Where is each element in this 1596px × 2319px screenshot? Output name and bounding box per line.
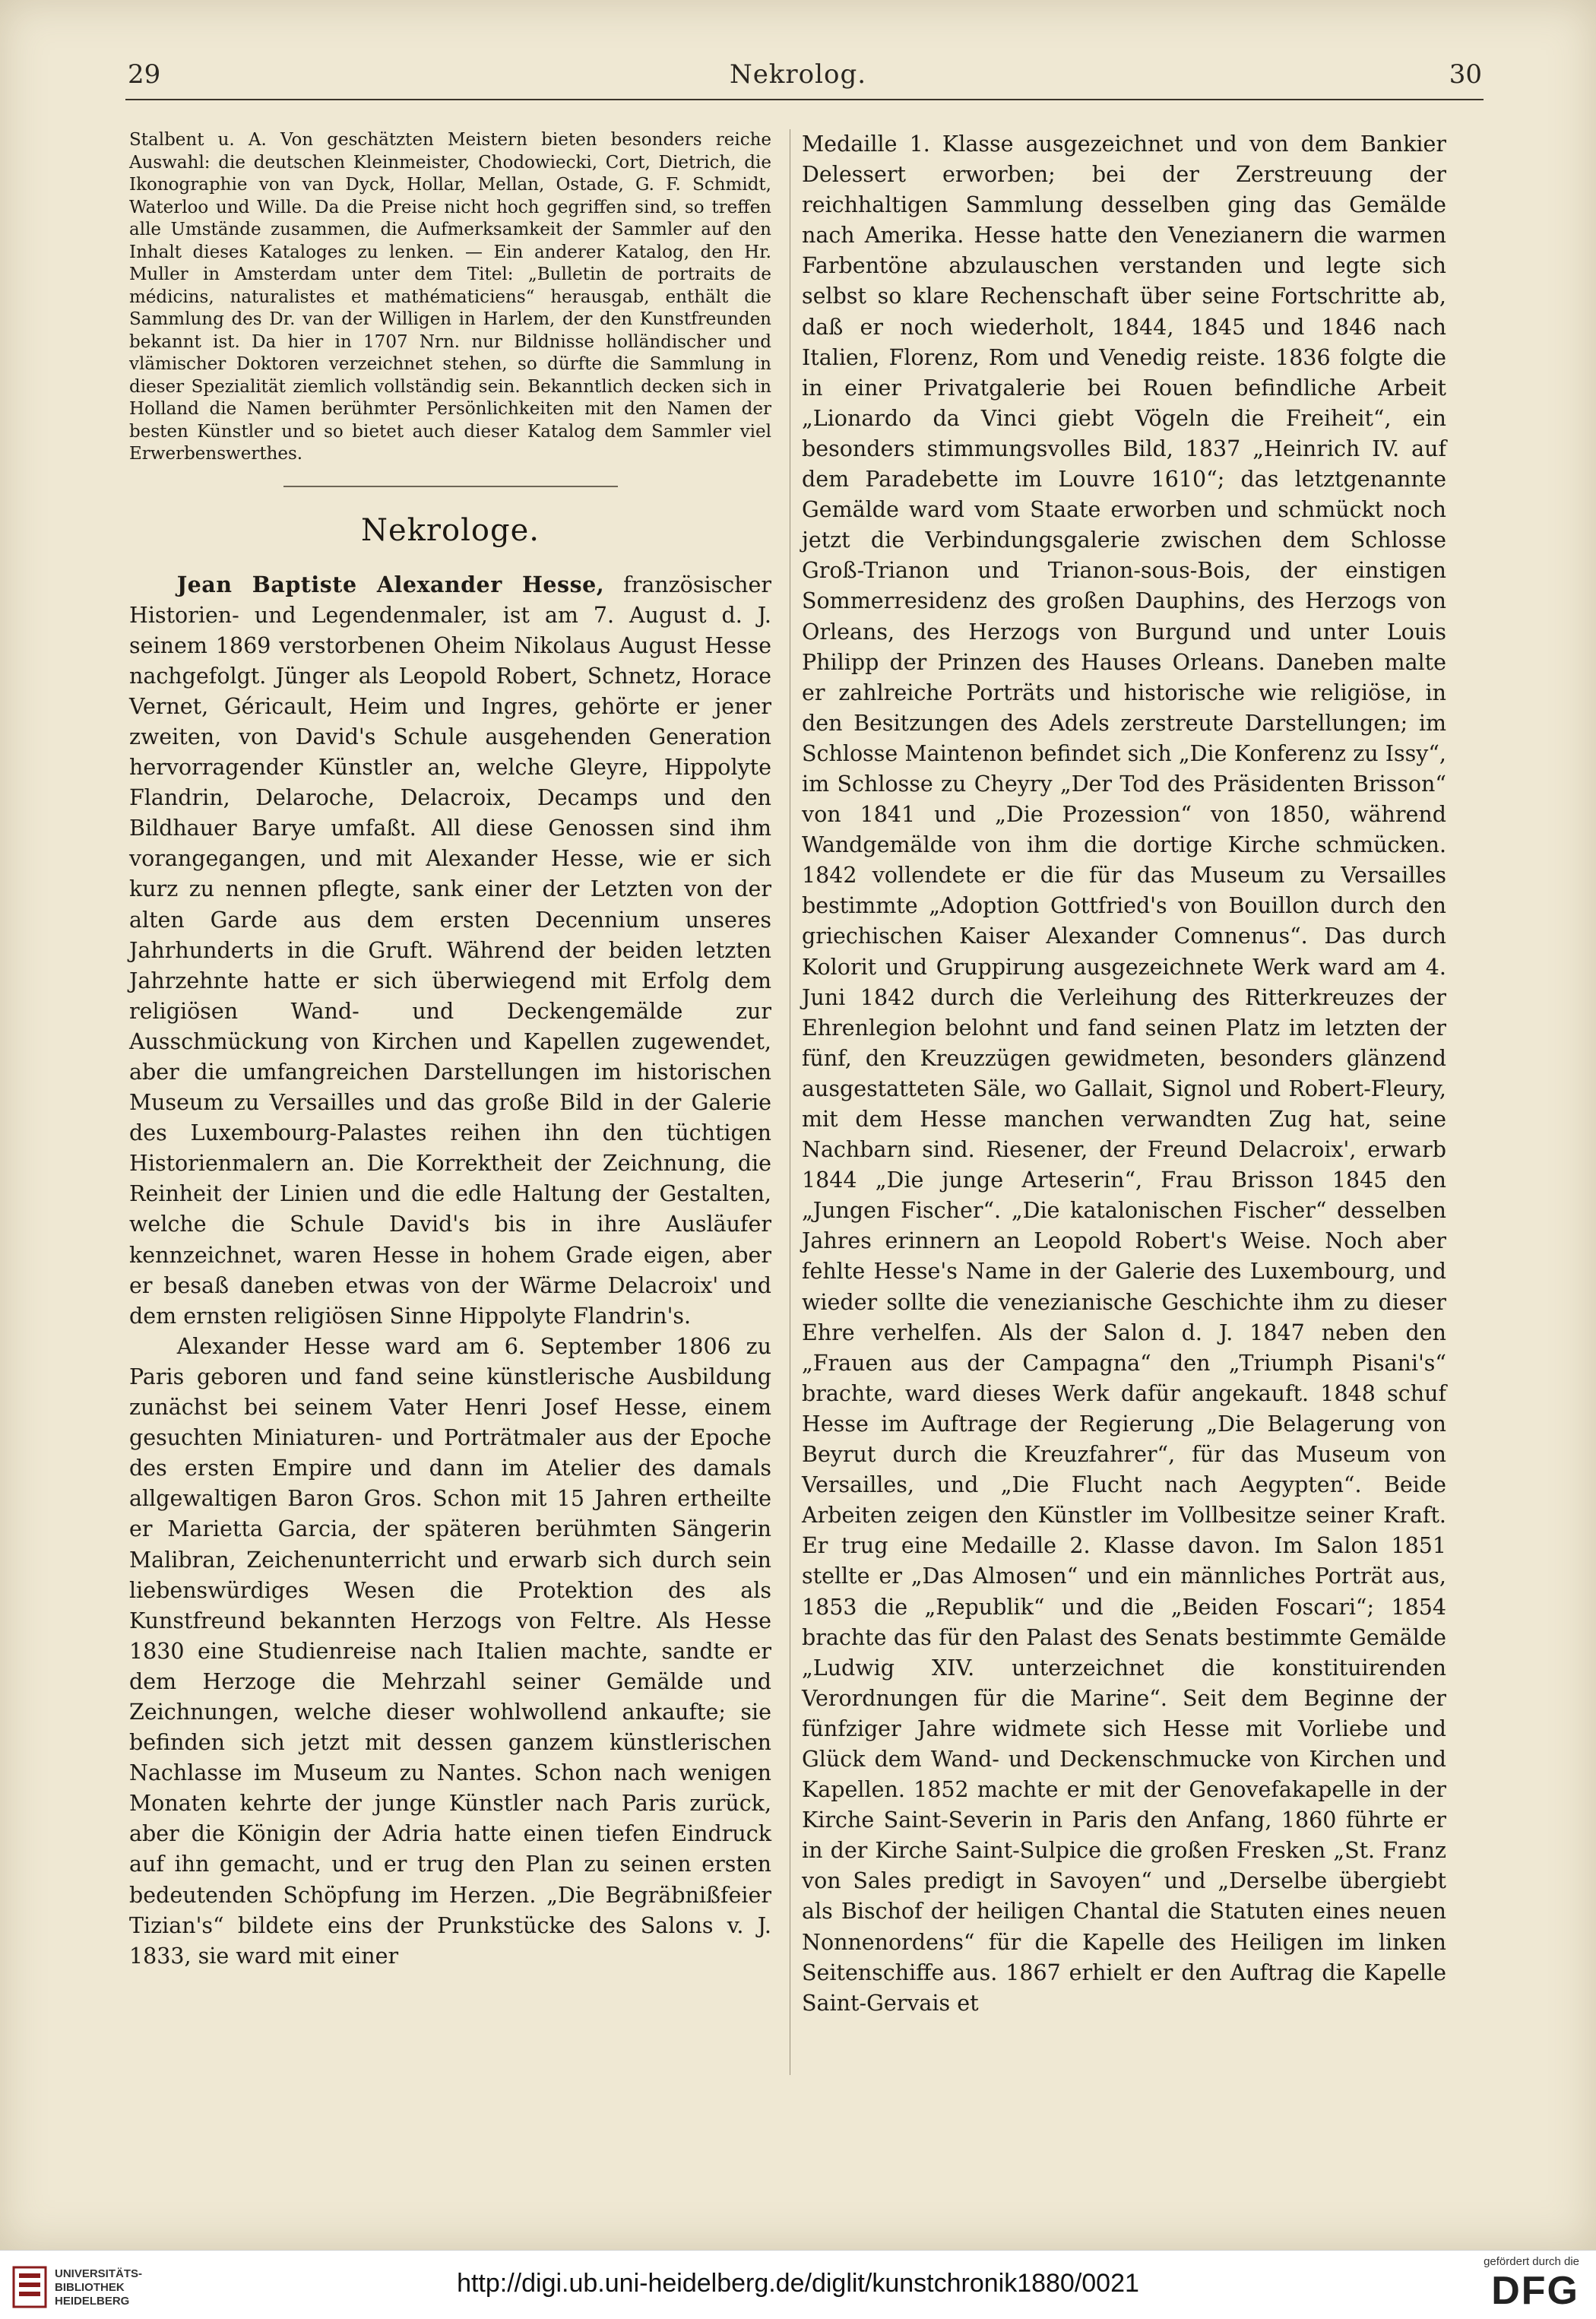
dfg-logo[interactable] xyxy=(1427,2255,1579,2316)
library-name-line-1: UNIVERSITÄTS- xyxy=(55,2267,143,2280)
obituary-paragraph-1 xyxy=(129,569,771,1332)
header-rule xyxy=(125,99,1484,100)
obituary-body xyxy=(129,569,771,1972)
library-name-line-2: BIBLIOTHEK xyxy=(55,2281,125,2294)
obituary-paragraph-2: Alexander Hesse ward am 6. September 1806 zu Paris geboren und fand seine künstlerische Ausbildung zunächst bei seinem Vater Henri Josef Hesse, einem gesuchten Miniaturen- und Porträtmaler aus der Epoche des ersten Empire und dann im Atelier des damals allgewaltigen Baron Gros. Schon mit 15 Jahren ertheilte er Marietta Garcia, der späteren berühmten Sängerin Malibran, Zeichenunterricht und erwarb sich durch sein liebenswürdiges Wesen die Protektion des als Kunstfreund bekannten Herzogs von Feltre. Als Hesse 1830 eine Studienreise nach Italien machte, sandte er dem Herzoge die Mehrzahl seiner Gemälde und Zeichnungen, welche dieser wohlwollend ankaufte; sie befinden sich jetzt mit dessen ganzem künstlerischen Nachlasse im Museum zu Nantes. Schon nach wenigen Monaten kehrte der junge Künstler nach Paris zurück, aber die Königin der Adria hatte einen tiefen Eindruck auf ihn gemacht, und er trug den Plan zu seinen ersten bedeutenden Schöpfung im Herzen. „Die Begräbnißfeier Tizian's“ bildete eins der Prunkstücke des Salons v. J. 1833, sie ward mit einer xyxy=(129,1333,771,1969)
obituary-name: Jean Baptiste Alexander Hesse, xyxy=(176,571,605,597)
obituary-text-1: französischer Historien- und Legendenmaler, ist am 7. August d. J. seinem 1869 verstorbenen Oheim Nikolaus August Hesse nachgefolgt. Jünger als Leopold Robert, Schnetz, Horace Vernet, Géricault, Heim und Ingres, gehörte er jener zweiten, von David's Schule ausgehenden Generation hervorragender Künstler an, welche Gleyre, Hippolyte Flandrin, Delaroche, Delacroix, Decamps und den Bildhauer Barye umfaßt. All diese Genossen sind ihm vorangegangen, und mit Alexander Hesse, wie er sich kurz zu nennen pflegte, sank einer der Letzten von der alten Garde aus dem ersten Decennium unseres Jahrhunderts in die Gruft. Während der beiden letzten Jahrzehnte hatte er sich überwiegend mit Erfolg dem religiösen Wand- und Deckengemälde zur Ausschmückung von Kirchen und Kapellen zugewendet, aber die umfangreichen Darstellungen im historischen Museum zu Versailles und das große Bild in der Galerie des Luxembourg-Palastes reihen ihn den tüchtigen Historienmalern an. Die Korrektheit der Zeichnung, die Reinheit der Linien und die edle Haltung der Gestalten, welche die Schule David's bis in ihre Ausläufer kennzeichnet, waren Hesse in hohem Grade eigen, aber er besaß daneben etwas von der Wärme Delacroix' und dem ernsten religiösen Sinne Hippolyte Flandrin's. xyxy=(129,572,772,1329)
library-name-line-3: HEIDELBERG xyxy=(55,2295,130,2308)
dfg-wordmark: DFG xyxy=(1491,2269,1579,2313)
section-heading: Nekrologe. xyxy=(361,512,540,548)
section-separator xyxy=(283,486,618,487)
left-column xyxy=(129,129,771,1972)
permalink-url[interactable]: http://digi.ub.uni-heidelberg.de/diglit/kunstchronik1880/0021 xyxy=(457,2269,1139,2298)
funding-caption: gefördert durch die xyxy=(1484,2255,1579,2268)
page-number-right: 30 xyxy=(1449,59,1482,90)
viewer-footer xyxy=(0,2250,1596,2319)
page-number-left: 29 xyxy=(128,59,161,90)
obituary-continuation: Medaille 1. Klasse ausgezeichnet und von dem Bankier Delessert erworben; bei der Zerstreuung der reichhaltigen Sammlung desselben ging das Gemälde nach Amerika. Hesse hatte den Venezianern die warmen Farbentöne abzulauschen verstanden und legte sich selbst so klare Rechenschaft über seine Fortschritte ab, daß er noch wiederholt, 1844, 1845 und 1846 nach Italien, Florenz, Rom und Venedig reiste. 1836 folgte die in einer Privatgalerie bei Rouen befindliche Arbeit „Lionardo da Vinci giebt Vögeln die Freiheit“, ein besonders stimmungsvolles Bild, 1837 „Heinrich IV. auf dem Paradebette im Louvre 1610“; das letztgenannte Gemälde ward vom Staate erworben und schmückt noch jetzt die Verbindungsgalerie zwischen dem Schlosse Groß-Trianon und Trianon-sous-Bois, der einstigen Sommerresidenz des großen Dauphins, des Herzogs von Orleans, des Herzogs von Burgund und unter Louis Philipp der Prinzen des Hauses Orleans. Daneben malte er zahlreiche Porträts und historische wie religiöse, in den Besitzungen des Adels zerstreute Darstellungen; im Schlosse Maintenon befindet sich „Die Konferenz zu Issy“, im Schlosse zu Cheyry „Der Tod des Präsidenten Brisson“ von 1841 und „Die Prozession“ von 1850, während Wandgemälde von ihm die dortige Kirche schmücken. 1842 vollendete er die für das Museum zu Versailles bestimmte „Adoption Gottfried's von Bouillon durch den griechischen Kaiser Alexander Comnenus“. Das durch Kolorit und Gruppirung ausgezeichnete Werk ward am 4. Juni 1842 durch die Verleihung des Ritterkreuzes der Ehrenlegion belohnt und fand seinen Platz im letzten der fünf, den Kreuzzügen gewidmeten, besonders glänzend ausgestatteten Säle, wo Gallait, Signol und Robert-Fleury, mit dem Hesse manchen verwandten Zug hat, seine Nachbarn sind. Riesener, der Freund Delacroix', erwarb 1844 „Die junge Arteserin“, Frau Brisson 1845 den „Jungen Fischer“. „Die katalonischen Fischer“ desselben Jahres erinnern an Leopold Robert's Weise. Noch aber fehlte Hesse's Name in der Galerie des Luxembourg, und wieder sollte die venezianische Geschichte ihm zu dieser Ehre verhelfen. Als der Salon d. J. 1847 neben den „Frauen aus der Campagna“ den „Triumph Pisani's“ brachte, ward dieses Werk dafür angekauft. 1848 schuf Hesse im Auftrage der Regierung „Die Belagerung von Beyrut durch die Kreuzfahrer“, für das Museum von Versailles, und „Die Flucht nach Aegypten“. Beide Arbeiten zeigen den Künstler im Vollbesitze seiner Kraft. Er trug eine Medaille 2. Klasse davon. Im Salon 1851 stellte er „Das Almosen“ und ein männliches Porträt aus, 1853 die „Republik“ und die „Beiden Foscari“; 1854 brachte das für den Palast des Senats bestimmte Gemälde „Ludwig XIV. unterzeichnet die konstituirenden Verordnungen für die Marine“. Seit dem Beginne der fünfziger Jahre widmete sich Hesse mit Vorliebe und Glück dem Wand- und Deckenschmucke von Kirchen und Kapellen. 1852 machte er mit der Genovefakapelle in der Kirche Saint-Severin in Paris den Anfang, 1860 führte er in der Kirche Saint-Sulpice die großen Fresken „St. Franz von Sales predigt in Savoyen“ und „Derselbe übergiebt als Bischof der heiligen Chantal die Statuten eines neuen Nonnenordens“ für die Kapelle des Heiligen im linken Seitenschiffe aus. 1867 erhielt er den Auftrag die Kapelle Saint-Gervais et xyxy=(802,131,1446,2016)
catalog-paragraph: Stalbent u. A. Von geschätzten Meistern bieten besonders reiche Auswahl: die deutschen Kleinmeister, Chodowiecki, Cort, Dietrich, die Ikonographie von van Dyck, Hollar, Mellan, Ostade, G. F. Schmidt, Waterloo und Wille. Da die Preise nicht hoch gegriffen sind, so treffen alle Umstände zusammen, die Aufmerksamkeit der Sammler auf den Inhalt dieses Kataloges zu lenken. — Ein anderer Katalog, den Hr. Muller in Amsterdam unter dem Titel: „Bulletin de portraits de médicins, naturalistes et mathématiciens“ herausgab, enthält die Sammlung des Dr. van der Willigen in Harlem, der den Kunstfreunden bekannt ist. Da hier in 1707 Nrn. nur Bildnisse holländischer und vlämischer Doktoren verzeichnet stehen, so dürfte die Sammlung in dieser Spezialität ziemlich vollständig sein. Bekanntlich decken sich in Holland die Namen berühmter Persönlichkeiten mit den Namen der besten Künstler und so bietet auch dieser Katalog dem Sammler viel Erwerbenswerthes. xyxy=(129,130,771,464)
catalog-notice xyxy=(129,129,771,466)
right-column xyxy=(802,129,1446,2019)
running-title: Nekrolog. xyxy=(729,59,867,90)
